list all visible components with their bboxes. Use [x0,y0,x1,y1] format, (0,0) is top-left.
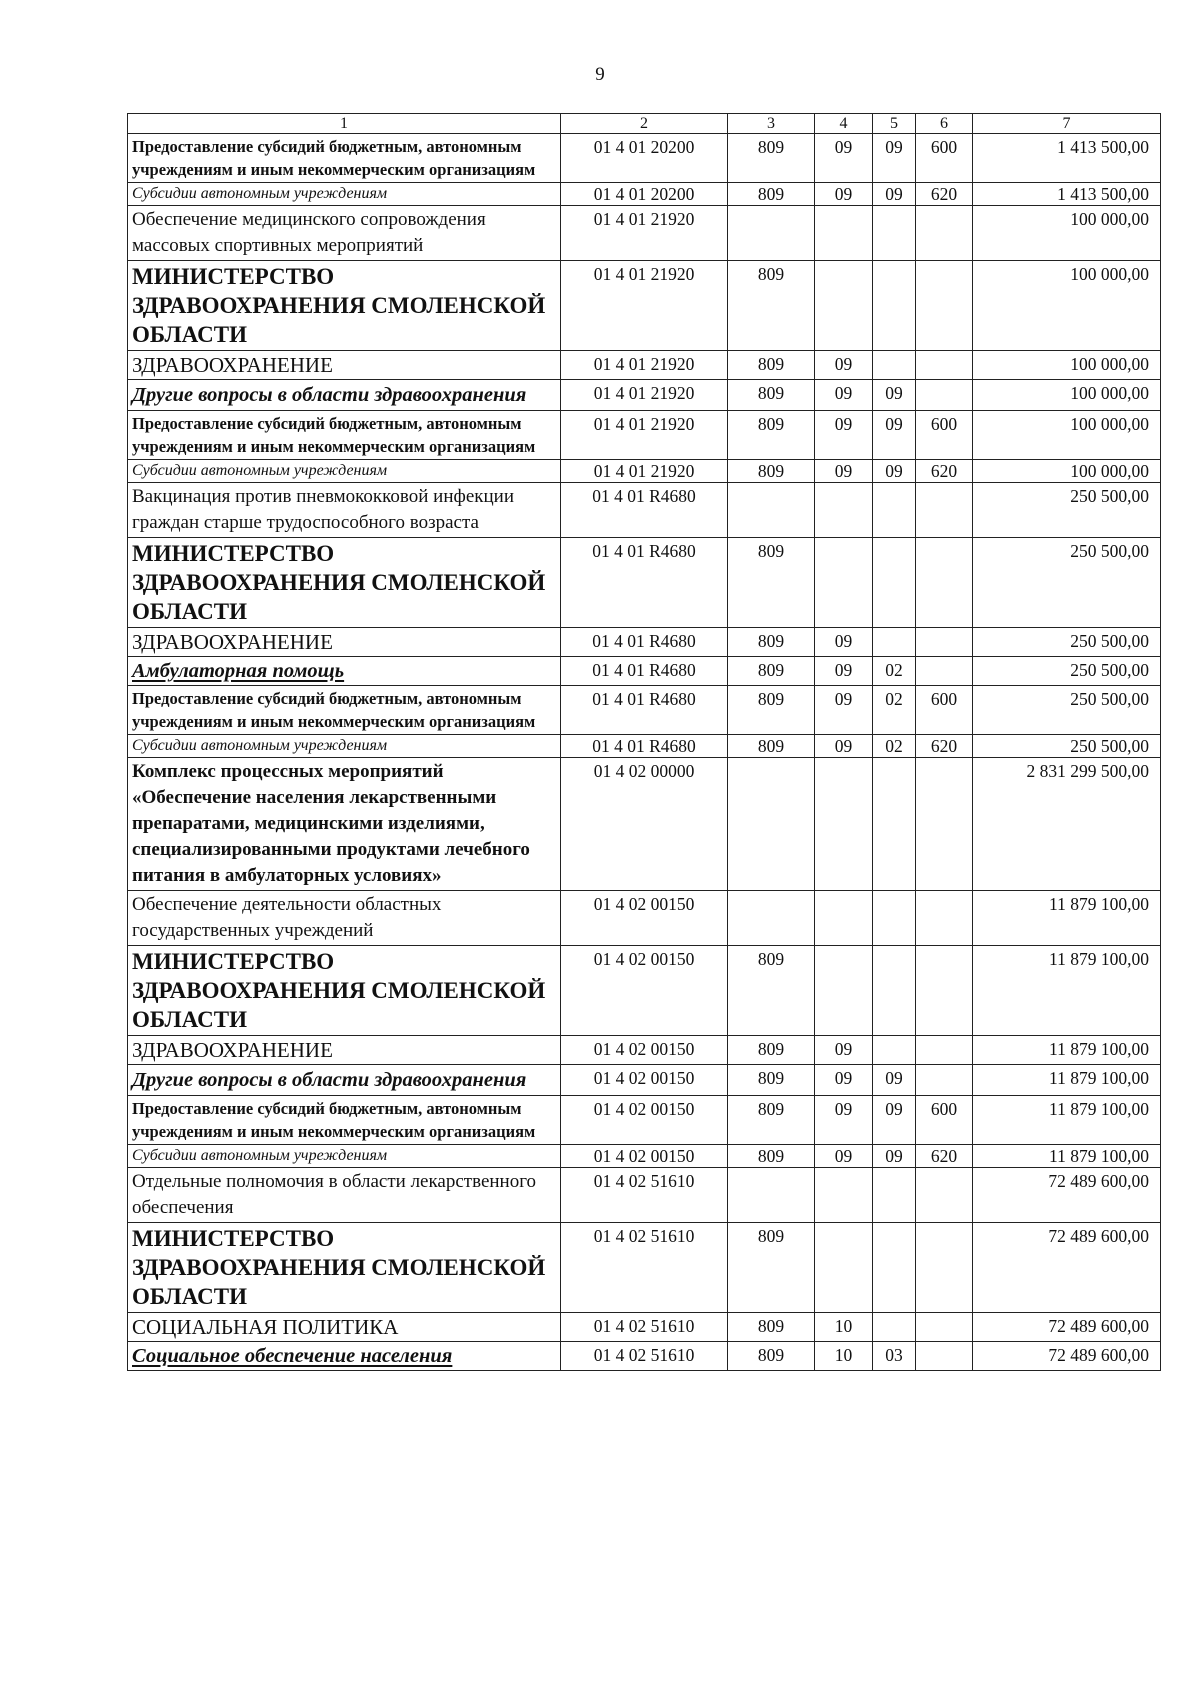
row-gr-cell [728,483,815,538]
row-pr-cell: 09 [873,460,916,483]
row-sum-cell: 11 879 100,00 [973,946,1161,1036]
row-gr-cell: 809 [728,460,815,483]
row-gr-cell: 809 [728,380,815,411]
table-row [128,946,1161,1036]
header-cell-6: 6 [916,114,973,134]
row-name-cell: МИНИСТЕРСТВО ЗДРАВООХРАНЕНИЯ СМОЛЕНСКОЙ ОБЛАСТИ [128,1223,561,1313]
row-vr-cell [916,628,973,657]
table-row [128,183,1161,206]
row-sum-cell: 11 879 100,00 [973,1145,1161,1168]
row-sum-cell: 1 413 500,00 [973,183,1161,206]
row-code-cell: 01 4 02 51610 [561,1223,728,1313]
row-pr-cell [873,538,916,628]
row-pr-cell: 02 [873,657,916,686]
row-name-cell: Субсидии автономным учреждениям [128,735,561,758]
header-cell-2: 2 [561,114,728,134]
row-sum-cell: 250 500,00 [973,483,1161,538]
row-rz-cell: 09 [815,686,873,735]
row-name-cell: МИНИСТЕРСТВО ЗДРАВООХРАНЕНИЯ СМОЛЕНСКОЙ ОБЛАСТИ [128,946,561,1036]
table-body [128,114,1161,1371]
table-row [128,483,1161,538]
row-gr-cell: 809 [728,261,815,351]
row-name-cell: Предоставление субсидий бюджетным, автономным учреждениям и иным некоммерческим организациям [128,1096,561,1145]
row-rz-cell: 09 [815,735,873,758]
row-rz-cell: 09 [815,183,873,206]
row-sum-cell: 100 000,00 [973,460,1161,483]
row-vr-cell [916,380,973,411]
row-code-cell: 01 4 02 00150 [561,946,728,1036]
row-name-cell: Другие вопросы в области здравоохранения [128,380,561,411]
row-gr-cell: 809 [728,1342,815,1371]
row-rz-cell [815,483,873,538]
row-name-cell: Отдельные полномочия в области лекарственного обеспечения [128,1168,561,1223]
table-row [128,206,1161,261]
row-sum-cell: 250 500,00 [973,657,1161,686]
table-row [128,1342,1161,1371]
row-name-cell: Субсидии автономным учреждениям [128,460,561,483]
row-vr-cell [916,1342,973,1371]
table-row [128,1145,1161,1168]
row-code-cell: 01 4 01 R4680 [561,686,728,735]
row-code-cell: 01 4 02 00150 [561,1145,728,1168]
header-cell-3: 3 [728,114,815,134]
row-vr-cell: 620 [916,1145,973,1168]
row-gr-cell [728,758,815,891]
page-number: 9 [595,64,605,85]
table-row [128,686,1161,735]
row-rz-cell: 09 [815,1065,873,1096]
row-vr-cell [916,1223,973,1313]
row-vr-cell [916,1065,973,1096]
table-header-row [128,114,1161,134]
row-gr-cell: 809 [728,538,815,628]
row-pr-cell [873,1168,916,1223]
row-vr-cell [916,946,973,1036]
row-pr-cell [873,946,916,1036]
row-rz-cell: 09 [815,1096,873,1145]
row-vr-cell [916,538,973,628]
row-rz-cell [815,538,873,628]
row-gr-cell: 809 [728,183,815,206]
row-vr-cell: 600 [916,686,973,735]
row-name-cell: Комплекс процессных мероприятий «Обеспечение населения лекарственными препаратами, медицинскими изделиями, специализированными продуктами лечебного питания в амбулаторных условиях» [128,758,561,891]
row-pr-cell [873,891,916,946]
row-code-cell: 01 4 01 20200 [561,134,728,183]
row-code-cell: 01 4 02 51610 [561,1168,728,1223]
row-sum-cell: 250 500,00 [973,735,1161,758]
row-gr-cell: 809 [728,1313,815,1342]
row-sum-cell: 1 413 500,00 [973,134,1161,183]
row-pr-cell: 03 [873,1342,916,1371]
budget-table [127,113,1161,1371]
row-code-cell: 01 4 02 51610 [561,1313,728,1342]
row-gr-cell [728,206,815,261]
row-pr-cell: 09 [873,134,916,183]
table-row [128,1168,1161,1223]
row-code-cell: 01 4 01 R4680 [561,628,728,657]
row-sum-cell: 11 879 100,00 [973,1036,1161,1065]
row-rz-cell: 09 [815,134,873,183]
header-cell-5: 5 [873,114,916,134]
row-name-cell: Вакцинация против пневмококковой инфекции граждан старше трудоспособного возраста [128,483,561,538]
row-rz-cell: 09 [815,411,873,460]
row-rz-cell: 09 [815,380,873,411]
row-pr-cell: 09 [873,411,916,460]
row-sum-cell: 250 500,00 [973,628,1161,657]
row-vr-cell [916,206,973,261]
row-code-cell: 01 4 01 20200 [561,183,728,206]
table-row [128,1313,1161,1342]
row-sum-cell: 100 000,00 [973,351,1161,380]
table-row [128,1096,1161,1145]
row-code-cell: 01 4 01 21920 [561,380,728,411]
row-code-cell: 01 4 01 21920 [561,351,728,380]
row-gr-cell: 809 [728,1145,815,1168]
row-pr-cell [873,758,916,891]
table-row [128,657,1161,686]
row-vr-cell [916,891,973,946]
table-row [128,411,1161,460]
row-code-cell: 01 4 02 00150 [561,1036,728,1065]
row-vr-cell: 600 [916,411,973,460]
row-gr-cell: 809 [728,657,815,686]
row-sum-cell: 250 500,00 [973,686,1161,735]
row-pr-cell: 02 [873,686,916,735]
row-name-cell: СОЦИАЛЬНАЯ ПОЛИТИКА [128,1313,561,1342]
row-gr-cell: 809 [728,134,815,183]
row-pr-cell: 09 [873,1065,916,1096]
table-row [128,538,1161,628]
row-name-cell: Субсидии автономным учреждениям [128,1145,561,1168]
row-pr-cell [873,628,916,657]
row-sum-cell: 11 879 100,00 [973,1065,1161,1096]
row-gr-cell: 809 [728,628,815,657]
row-name-cell: ЗДРАВООХРАНЕНИЕ [128,628,561,657]
row-name-cell: ЗДРАВООХРАНЕНИЕ [128,351,561,380]
row-sum-cell: 100 000,00 [973,380,1161,411]
row-rz-cell [815,891,873,946]
table-row [128,351,1161,380]
row-gr-cell: 809 [728,1096,815,1145]
row-name-cell: МИНИСТЕРСТВО ЗДРАВООХРАНЕНИЯ СМОЛЕНСКОЙ ОБЛАСТИ [128,538,561,628]
row-sum-cell: 250 500,00 [973,538,1161,628]
row-pr-cell: 09 [873,183,916,206]
row-gr-cell: 809 [728,351,815,380]
row-name-cell: Субсидии автономным учреждениям [128,183,561,206]
row-code-cell: 01 4 02 51610 [561,1342,728,1371]
row-name-cell: Обеспечение деятельности областных государственных учреждений [128,891,561,946]
row-sum-cell: 11 879 100,00 [973,891,1161,946]
row-rz-cell: 09 [815,1145,873,1168]
row-name-cell: Обеспечение медицинского сопровождения массовых спортивных мероприятий [128,206,561,261]
row-vr-cell [916,758,973,891]
row-pr-cell [873,351,916,380]
row-gr-cell: 809 [728,686,815,735]
table-row [128,758,1161,891]
row-sum-cell: 72 489 600,00 [973,1342,1161,1371]
row-pr-cell: 09 [873,380,916,411]
row-rz-cell [815,1223,873,1313]
row-pr-cell [873,1223,916,1313]
row-pr-cell: 02 [873,735,916,758]
row-vr-cell [916,1313,973,1342]
row-rz-cell [815,261,873,351]
table-row [128,1065,1161,1096]
row-sum-cell: 72 489 600,00 [973,1313,1161,1342]
header-cell-1: 1 [128,114,561,134]
row-name-cell: Социальное обеспечение населения [128,1342,561,1371]
row-code-cell: 01 4 02 00000 [561,758,728,891]
row-name-cell: Другие вопросы в области здравоохранения [128,1065,561,1096]
row-code-cell: 01 4 01 21920 [561,460,728,483]
table-row [128,628,1161,657]
row-rz-cell: 09 [815,351,873,380]
row-name-cell: Амбулаторная помощь [128,657,561,686]
table-row [128,380,1161,411]
row-vr-cell [916,483,973,538]
row-sum-cell: 100 000,00 [973,261,1161,351]
row-vr-cell [916,657,973,686]
row-pr-cell: 09 [873,1145,916,1168]
row-pr-cell [873,206,916,261]
row-name-cell: ЗДРАВООХРАНЕНИЕ [128,1036,561,1065]
row-code-cell: 01 4 02 00150 [561,1096,728,1145]
row-code-cell: 01 4 01 R4680 [561,483,728,538]
row-sum-cell: 72 489 600,00 [973,1223,1161,1313]
row-gr-cell: 809 [728,1065,815,1096]
row-vr-cell: 600 [916,1096,973,1145]
table-row [128,891,1161,946]
row-rz-cell [815,206,873,261]
row-gr-cell: 809 [728,1223,815,1313]
row-pr-cell [873,1313,916,1342]
row-code-cell: 01 4 02 00150 [561,1065,728,1096]
row-name-cell: Предоставление субсидий бюджетным, автономным учреждениям и иным некоммерческим организациям [128,134,561,183]
row-code-cell: 01 4 01 R4680 [561,538,728,628]
row-vr-cell [916,1168,973,1223]
row-vr-cell: 620 [916,460,973,483]
row-code-cell: 01 4 01 R4680 [561,735,728,758]
header-cell-7: 7 [973,114,1161,134]
row-rz-cell [815,758,873,891]
row-pr-cell [873,1036,916,1065]
row-code-cell: 01 4 01 21920 [561,206,728,261]
row-rz-cell: 10 [815,1342,873,1371]
table-row [128,134,1161,183]
row-sum-cell: 100 000,00 [973,206,1161,261]
table-row [128,1036,1161,1065]
row-vr-cell: 620 [916,735,973,758]
row-rz-cell: 09 [815,628,873,657]
row-code-cell: 01 4 01 R4680 [561,657,728,686]
row-rz-cell: 09 [815,657,873,686]
row-gr-cell: 809 [728,946,815,1036]
row-sum-cell: 100 000,00 [973,411,1161,460]
row-code-cell: 01 4 01 21920 [561,411,728,460]
row-vr-cell: 620 [916,183,973,206]
row-pr-cell [873,483,916,538]
row-pr-cell [873,261,916,351]
row-rz-cell: 09 [815,1036,873,1065]
table-row [128,460,1161,483]
row-vr-cell [916,1036,973,1065]
row-sum-cell: 11 879 100,00 [973,1096,1161,1145]
table-row [128,1223,1161,1313]
row-rz-cell: 10 [815,1313,873,1342]
row-name-cell: МИНИСТЕРСТВО ЗДРАВООХРАНЕНИЯ СМОЛЕНСКОЙ ОБЛАСТИ [128,261,561,351]
table-row [128,261,1161,351]
table-row [128,735,1161,758]
row-rz-cell [815,1168,873,1223]
row-gr-cell: 809 [728,735,815,758]
row-gr-cell [728,891,815,946]
row-vr-cell [916,261,973,351]
row-gr-cell: 809 [728,1036,815,1065]
row-name-cell: Предоставление субсидий бюджетным, автономным учреждениям и иным некоммерческим организациям [128,411,561,460]
row-vr-cell [916,351,973,380]
row-gr-cell [728,1168,815,1223]
row-sum-cell: 2 831 299 500,00 [973,758,1161,891]
row-code-cell: 01 4 02 00150 [561,891,728,946]
row-sum-cell: 72 489 600,00 [973,1168,1161,1223]
row-gr-cell: 809 [728,411,815,460]
header-cell-4: 4 [815,114,873,134]
row-vr-cell: 600 [916,134,973,183]
row-name-cell: Предоставление субсидий бюджетным, автономным учреждениям и иным некоммерческим организациям [128,686,561,735]
row-code-cell: 01 4 01 21920 [561,261,728,351]
row-rz-cell [815,946,873,1036]
row-pr-cell: 09 [873,1096,916,1145]
row-rz-cell: 09 [815,460,873,483]
